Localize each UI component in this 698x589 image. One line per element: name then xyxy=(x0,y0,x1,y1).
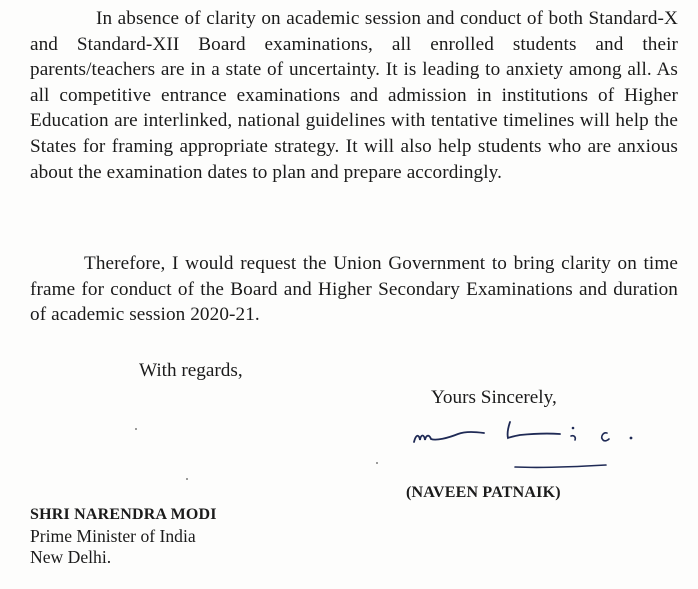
letter-paragraph-1: In absence of clarity on academic session and conduct of both Standard-X and Standard-XII Board examinations, all enrolled students and their parents/teachers are in a state of uncertainty. It is leading to anxiety among all. As all competitive entrance examinations and admission in institutions of Higher Education are interlinked, national guidelines with tentative timelines will help the States for framing appropriate strategy. It will also help students who are anxious about the examination dates to plan and prepare accordingly. xyxy=(30,8,678,183)
closing-salutation: With regards, xyxy=(139,360,243,381)
sender-name: (NAVEEN PATNAIK) xyxy=(406,484,561,501)
signoff-text: Yours Sincerely, xyxy=(431,387,557,408)
addressee-city: New Delhi. xyxy=(30,547,112,568)
letter-paragraph-2: Therefore, I would request the Union Government to bring clarity on time frame for conduct of the Board and Higher Secondary Examinations and duration of academic session 2020-21. xyxy=(30,253,678,326)
addressee-title: Prime Minister of India xyxy=(30,525,196,546)
paper-speck xyxy=(186,478,188,480)
paper-speck xyxy=(376,462,378,464)
addressee-name: SHRI NARENDRA MODI xyxy=(30,506,217,523)
paper-speck xyxy=(135,428,137,430)
handwritten-signature xyxy=(400,410,650,480)
addressee-block xyxy=(30,504,217,569)
